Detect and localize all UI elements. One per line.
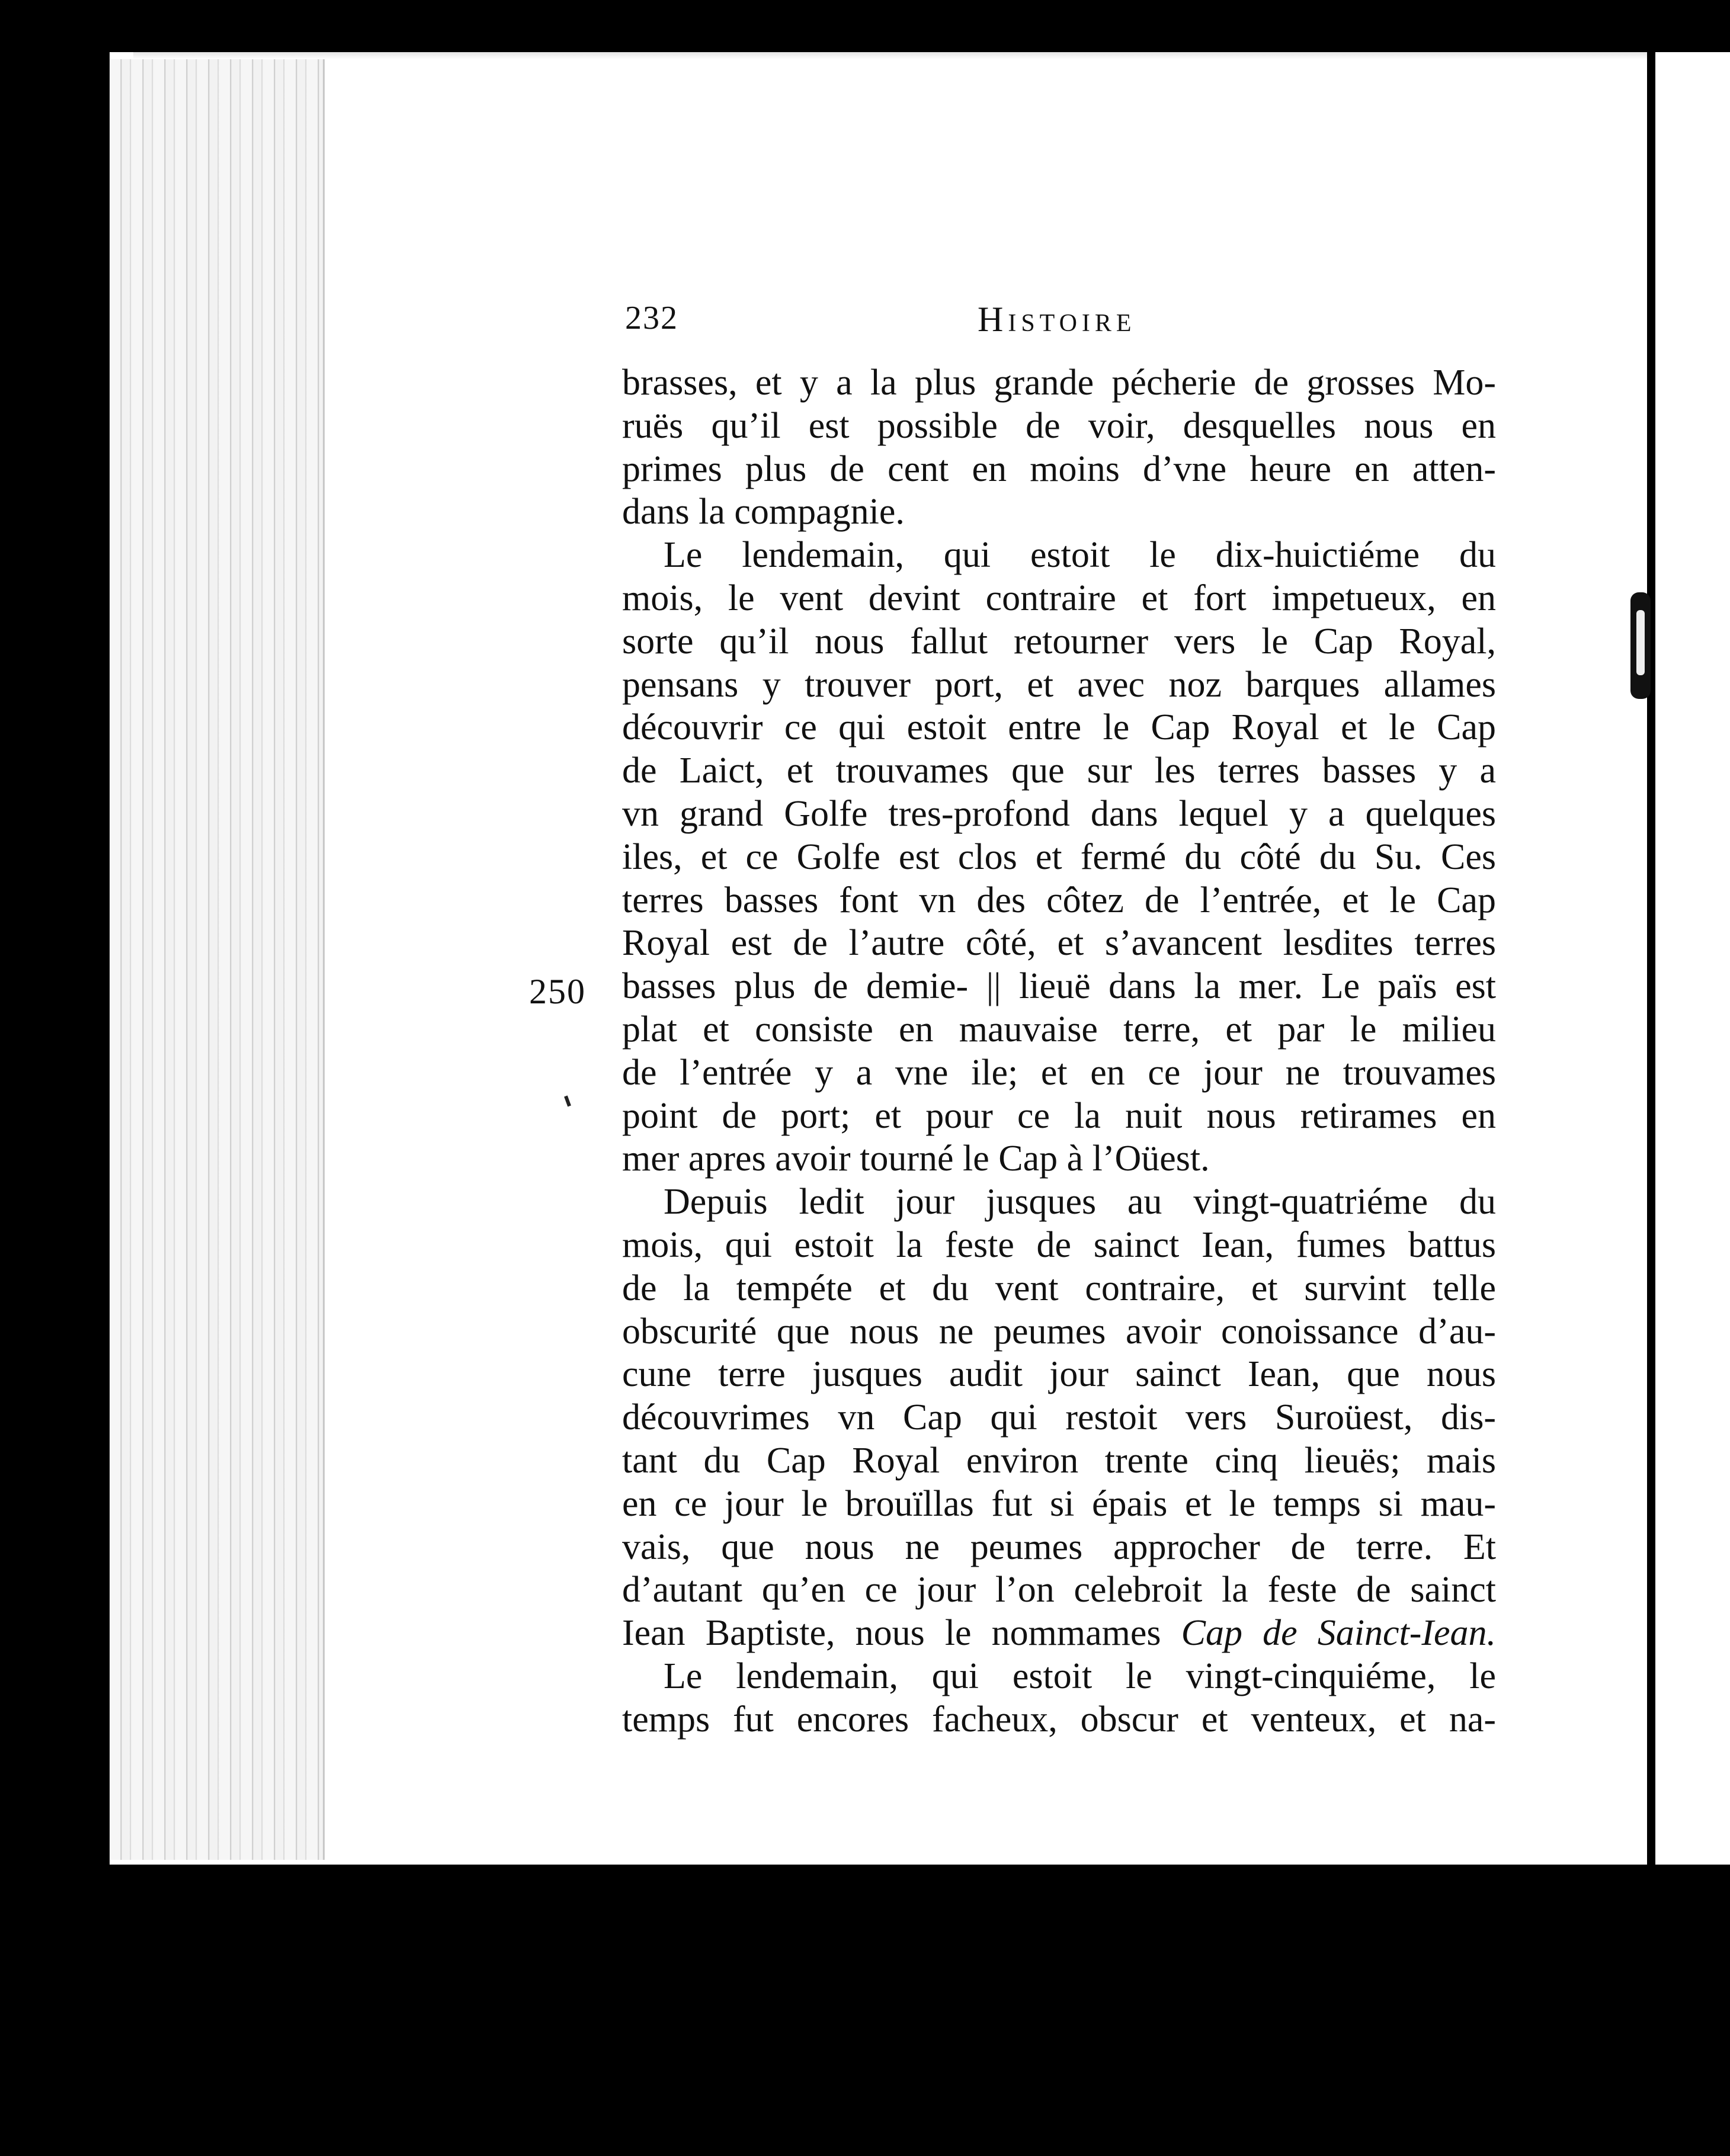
text-line: dans la compagnie. xyxy=(622,492,905,532)
text-line: vn grand Golfe tres-profond dans lequel y a quelques xyxy=(622,793,1496,834)
text-line: terres basses font vn des côtez de l’entrée, et le Cap xyxy=(622,880,1496,920)
text-line: sorte qu’il nous fallut retourner vers le Cap Royal, xyxy=(622,621,1496,662)
text-line: ruës qu’il est possible de voir, desquelles nous en xyxy=(622,405,1496,446)
text-line: brasses, et y a la plus grande pécherie de grosses Mo- xyxy=(622,362,1496,403)
text-line: mer apres avoir tourné le Cap à l’Oüest. xyxy=(622,1138,1210,1179)
text-line: point de port; et pour ce la nuit nous retirames en xyxy=(622,1095,1496,1136)
page-top-edge xyxy=(133,52,1662,59)
text-line: de la tempéte et du vent contraire, et survint telle xyxy=(622,1268,1496,1308)
running-title: Histoire xyxy=(978,300,1136,339)
text-line: iles, et ce Golfe est clos et fermé du côté du Su. Ces xyxy=(622,836,1496,877)
body-text xyxy=(622,361,1496,1741)
running-header xyxy=(625,299,1730,346)
text-line: obscurité que nous ne peumes avoir conoissance d’au- xyxy=(622,1311,1496,1352)
text-line: plat et consiste en mauvaise terre, et par le milieu xyxy=(622,1009,1496,1050)
margin-line-number: 250 xyxy=(529,972,586,1011)
text-line: mois, qui estoit la feste de sainct Iean, fumes battus xyxy=(622,1224,1496,1265)
text-line: temps fut encores facheux, obscur et venteux, et na- xyxy=(622,1699,1496,1740)
cape-name-italic: Cap de Sainct-Iean. xyxy=(1181,1613,1497,1654)
text-line: tant du Cap Royal environ trente cinq lieuës; mais xyxy=(622,1440,1496,1481)
stacked-page-edges xyxy=(110,59,325,1860)
text-line: vais, que nous ne peumes approcher de terre. Et xyxy=(622,1526,1496,1567)
text-line: de Laict, et trouvames que sur les terres basses y a xyxy=(622,750,1496,791)
page-number: 232 xyxy=(625,300,678,336)
text-line: Le lendemain, qui estoit le dix-huictiéme du xyxy=(664,535,1496,576)
text-line: Depuis ledit jour jusques au vingt-quatriéme du xyxy=(664,1182,1496,1223)
text-line: en ce jour le brouïllas fut si épais et le temps si mau- xyxy=(622,1483,1496,1524)
binding-clip xyxy=(1630,592,1651,699)
text-line: d’autant qu’en ce jour l’on celebroit la feste de sainct xyxy=(622,1570,1496,1610)
text-line: mois, le vent devint contraire et fort impetueux, en xyxy=(622,578,1496,618)
text-line: basses plus de demie- || lieuë dans la mer. Le païs est xyxy=(622,966,1496,1007)
text-line: pensans y trouver port, et avec noz barques allames xyxy=(622,664,1496,705)
text-line: Royal est de l’autre côté, et s’avancent lesdites terres xyxy=(622,923,1496,964)
text-line: découvrimes vn Cap qui restoit vers Suroüest, dis- xyxy=(622,1397,1496,1438)
text-line xyxy=(622,1612,1496,1655)
text-line: cune terre jusques audit jour sainct Iean, que nous xyxy=(622,1354,1496,1395)
text-line: de l’entrée y a vne ile; et en ce jour ne trouvames xyxy=(622,1052,1496,1093)
text-line: Le lendemain, qui estoit le vingt-cinquiéme, le xyxy=(664,1656,1496,1696)
text-line: découvrir ce qui estoit entre le Cap Royal et le Cap xyxy=(622,707,1496,748)
text-line: primes plus de cent en moins d’vne heure en atten- xyxy=(622,448,1496,489)
text-line-roman: Iean Baptiste, nous le nommames xyxy=(622,1613,1161,1654)
